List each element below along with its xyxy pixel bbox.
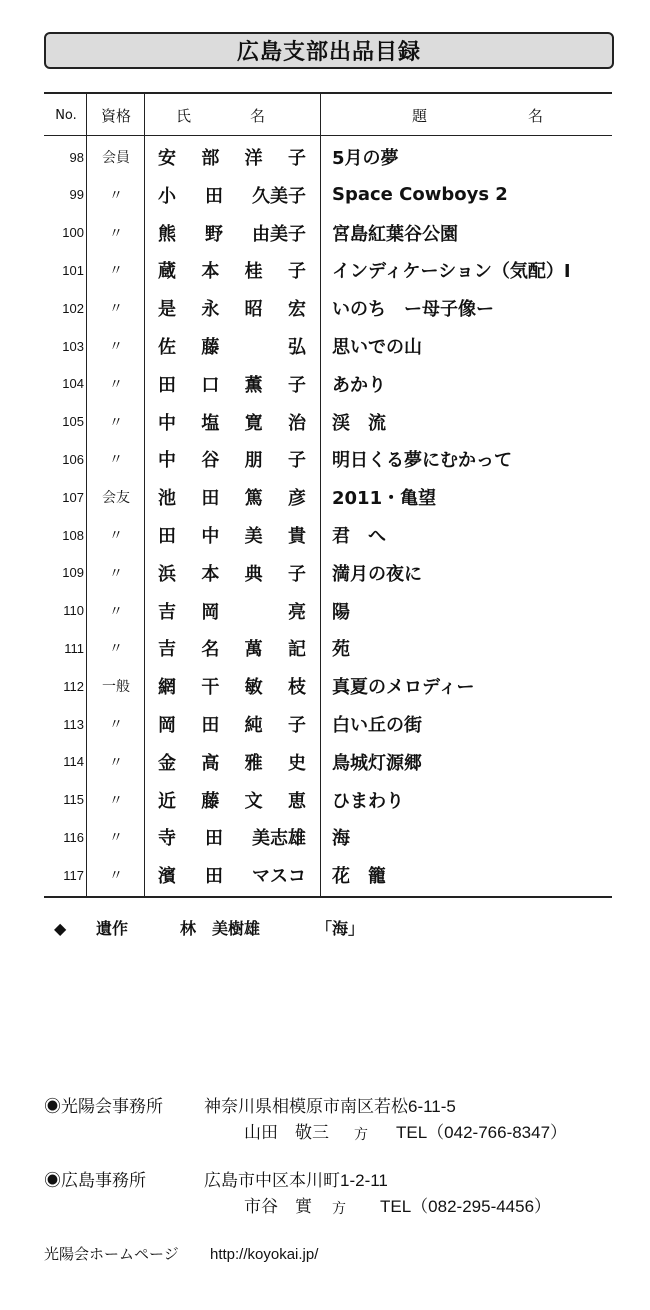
table-header	[44, 94, 612, 136]
artist-name-part: 蔵	[158, 261, 176, 283]
row-rank: 〃	[109, 528, 123, 544]
work-title: 君 へ	[332, 526, 386, 547]
table-row	[44, 440, 612, 478]
artist-name-part: 濱	[158, 866, 176, 888]
catalog-title-box	[44, 32, 614, 69]
work-title: インディケーション（気配）Ⅰ	[332, 261, 571, 283]
table-row	[44, 138, 612, 176]
table-row	[44, 478, 612, 516]
row-rank: 〃	[109, 376, 123, 393]
artist-name-part: 永	[201, 299, 220, 321]
row-number: 110	[63, 603, 84, 619]
row-number: 99	[69, 187, 84, 203]
row-rank: 〃	[109, 868, 123, 885]
row-rank: 〃	[109, 603, 123, 620]
artist-name	[158, 327, 314, 365]
artist-name	[158, 403, 314, 441]
artist-name-part: 本	[201, 563, 220, 585]
row-number: 105	[62, 414, 84, 430]
posthumous-artist: 林 美樹雄	[180, 919, 261, 938]
artist-name-part: 子	[287, 261, 306, 283]
table-row	[44, 781, 612, 819]
artist-name-part: 金	[158, 752, 176, 774]
artist-name-part: 藤	[201, 337, 220, 358]
header-title-second: 名	[528, 106, 544, 125]
row-number: 113	[63, 716, 84, 732]
header-name-second: 名	[250, 106, 266, 125]
office-tel: TEL（042-766-8347）	[396, 1123, 568, 1142]
artist-name	[158, 818, 314, 856]
office-koyokai	[44, 1096, 604, 1146]
table-row	[44, 516, 612, 554]
artist-name-part: 由美子	[252, 223, 306, 245]
work-title: 真夏のメロディー	[332, 677, 475, 699]
row-number: 116	[63, 829, 84, 845]
work-title: 苑	[332, 639, 350, 661]
artist-name	[158, 214, 314, 252]
artist-name-part: 典	[244, 563, 263, 585]
artist-name-part: 寛	[244, 412, 263, 434]
artist-name-part: 治	[287, 412, 306, 434]
row-rank: 〃	[109, 301, 123, 318]
artist-name-part: 彦	[287, 488, 306, 510]
artist-name-part: 久美子	[252, 185, 306, 207]
artist-name	[158, 516, 314, 554]
row-number: 117	[63, 867, 84, 883]
artist-name-part: 藤	[201, 790, 220, 812]
artist-name	[158, 629, 314, 667]
row-rank: 〃	[109, 792, 123, 809]
table-row	[44, 818, 612, 856]
artist-name-part: 中	[158, 450, 176, 472]
office-contact: 山田 敬三	[244, 1123, 329, 1142]
artist-name	[158, 554, 314, 592]
artist-name-part: 史	[287, 752, 306, 774]
artist-name-part: 田	[158, 526, 176, 547]
table-row	[44, 214, 612, 252]
artist-name-part: 是	[158, 299, 176, 321]
artist-name-part: 萬	[244, 639, 263, 661]
table-row	[44, 743, 612, 781]
artist-name-part: 高	[201, 752, 220, 774]
artist-name-part: 浜	[158, 563, 176, 585]
table-row	[44, 365, 612, 403]
row-number: 106	[62, 451, 84, 467]
table-row	[44, 327, 612, 365]
row-rank: 〃	[109, 754, 123, 771]
row-number: 109	[62, 565, 84, 581]
row-rank: 〃	[109, 641, 123, 658]
row-number: 111	[64, 640, 84, 656]
artist-name-part: 文	[244, 790, 263, 812]
artist-name	[158, 440, 314, 478]
row-rank: 会員	[102, 150, 130, 166]
work-title: ひまわり	[332, 790, 404, 812]
table-row	[44, 705, 612, 743]
artist-name	[158, 781, 314, 819]
artist-name-part: 塩	[201, 412, 220, 434]
artist-name	[158, 856, 314, 894]
artist-name-part: 田	[205, 828, 223, 850]
table-row	[44, 289, 612, 327]
office-hiroshima	[44, 1170, 604, 1220]
artist-name-part: 野	[205, 223, 223, 245]
artist-name	[158, 478, 314, 516]
office-address: 神奈川県相模原市南区若松6-11-5	[204, 1097, 456, 1116]
artist-name-part: 近	[158, 790, 176, 812]
posthumous-entry	[50, 916, 450, 942]
artist-name-part: 吉	[158, 601, 176, 623]
work-title: Space Cowboys 2	[332, 184, 508, 206]
artist-name-part: マスコ	[252, 866, 306, 888]
header-no: No.	[55, 107, 77, 123]
row-number: 107	[62, 489, 84, 505]
work-title: 鳥城灯源郷	[332, 752, 422, 774]
artist-name	[158, 251, 314, 289]
table-row	[44, 251, 612, 289]
artist-name-part: 吉	[158, 639, 176, 661]
artist-name-part: 宏	[287, 299, 306, 321]
artist-name-part: 桂	[244, 261, 263, 283]
row-number: 98	[69, 149, 84, 165]
artist-name-part: 子	[287, 374, 306, 396]
catalog-table	[44, 92, 612, 898]
artist-name-part: 枝	[287, 677, 306, 699]
artist-name-part: 岡	[158, 715, 176, 736]
artist-name-part: 網	[158, 677, 176, 699]
artist-name-part: 干	[201, 677, 220, 699]
table-row	[44, 176, 612, 214]
work-title: あかり	[332, 374, 386, 396]
artist-name	[158, 138, 314, 176]
header-name-first: 氏	[176, 106, 192, 125]
row-number: 100	[62, 225, 84, 241]
posthumous-work: 「海」	[316, 919, 365, 938]
artist-name-part: 美	[244, 526, 263, 547]
artist-name-part: 弘	[287, 337, 306, 358]
table-row	[44, 856, 612, 894]
row-rank: 会友	[102, 490, 130, 507]
artist-name-part: 昭	[244, 299, 263, 321]
artist-name-part: 敏	[244, 677, 263, 699]
table-row	[44, 629, 612, 667]
artist-name-part: 純	[244, 715, 263, 736]
row-number: 114	[63, 754, 84, 770]
row-number: 103	[62, 338, 84, 354]
work-title: 5月の夢	[332, 148, 399, 169]
artist-name-part: 恵	[287, 790, 306, 812]
work-title: いのち ー母子像ー	[332, 299, 494, 321]
row-rank: 〃	[109, 717, 123, 733]
artist-name-part: 寺	[158, 828, 176, 850]
artist-name-part: 名	[201, 639, 220, 661]
row-rank: 〃	[109, 565, 123, 582]
artist-name-part: 朋	[244, 450, 263, 472]
artist-name-part: 安	[158, 148, 176, 169]
work-title: 満月の夜に	[332, 563, 422, 585]
work-title: 2011・亀望	[332, 488, 437, 510]
office-tel: TEL（082-295-4456）	[380, 1197, 552, 1216]
artist-name-part: 佐	[158, 337, 176, 358]
artist-name-part: 小	[158, 185, 176, 207]
homepage-label: 光陽会ホームページ	[44, 1246, 179, 1263]
artist-name-part: 田	[201, 715, 220, 736]
artist-name-part: 田	[205, 866, 223, 888]
artist-name	[158, 705, 314, 743]
row-rank: 〃	[109, 263, 123, 280]
office-name: ◉光陽会事務所	[44, 1097, 163, 1116]
work-title: 明日くる夢にむかって	[332, 450, 512, 472]
artist-name-part: 篤	[244, 488, 263, 510]
header-rank: 資格	[100, 106, 131, 125]
row-rank: 〃	[109, 830, 123, 847]
artist-name-part: 口	[201, 374, 220, 396]
artist-name-part: 本	[201, 261, 220, 283]
row-number: 108	[62, 527, 84, 543]
office-contact-suffix: 方	[354, 1126, 368, 1142]
work-title: 白い丘の街	[332, 715, 422, 736]
work-title: 宮島紅葉谷公園	[332, 223, 458, 245]
artist-name-part: 岡	[201, 601, 220, 623]
row-rank: 〃	[109, 187, 123, 204]
posthumous-label: 遺作	[96, 919, 129, 938]
artist-name	[158, 667, 314, 705]
row-number: 104	[62, 376, 84, 392]
catalog-title: 広島支部出品目録	[236, 40, 421, 65]
homepage-line	[44, 1244, 604, 1266]
row-rank: 〃	[109, 339, 123, 355]
artist-name-part: 子	[287, 563, 306, 585]
office-address: 広島市中区本川町1-2-11	[204, 1171, 388, 1190]
artist-name-part: 田	[158, 374, 176, 396]
work-title: 花 籠	[332, 866, 386, 888]
diamond-bullet-icon: ◆	[54, 919, 67, 938]
row-rank: 〃	[109, 452, 123, 469]
row-number: 102	[62, 300, 84, 316]
artist-name	[158, 743, 314, 781]
artist-name-part: 雅	[244, 752, 263, 774]
artist-name-part: 記	[287, 639, 306, 661]
work-title: 海	[332, 828, 350, 850]
artist-name	[158, 592, 314, 630]
artist-name-part: 中	[201, 526, 220, 547]
work-title: 思いでの山	[332, 337, 422, 358]
artist-name-part: 熊	[158, 223, 176, 245]
artist-name	[158, 289, 314, 327]
artist-name-part: 子	[287, 450, 306, 472]
row-number: 101	[62, 262, 84, 278]
office-contact: 市谷 實	[244, 1197, 312, 1216]
work-title: 渓 流	[332, 412, 386, 434]
artist-name-part: 亮	[287, 601, 306, 623]
row-rank: 一般	[102, 679, 130, 696]
table-row	[44, 667, 612, 705]
office-name: ◉広島事務所	[44, 1171, 146, 1190]
homepage-link[interactable]: http://koyokai.jp/	[210, 1246, 319, 1263]
artist-name-part: 子	[287, 148, 306, 169]
artist-name-part: 田	[205, 185, 223, 207]
office-contact-suffix: 方	[332, 1200, 346, 1216]
header-title-first: 題	[412, 106, 428, 125]
work-title: 陽	[332, 601, 350, 623]
row-number: 115	[63, 792, 84, 808]
row-rank: 〃	[109, 414, 123, 431]
artist-name-part: 部	[201, 148, 220, 169]
artist-name	[158, 365, 314, 403]
artist-name-part: 池	[158, 488, 176, 510]
artist-name-part: 谷	[201, 450, 220, 472]
artist-name	[158, 176, 314, 214]
table-row	[44, 403, 612, 441]
artist-name-part: 薫	[244, 374, 263, 396]
table-row	[44, 554, 612, 592]
row-rank: 〃	[109, 225, 123, 242]
artist-name-part: 田	[201, 488, 220, 510]
table-row	[44, 592, 612, 630]
artist-name-part: 洋	[244, 148, 263, 169]
artist-name-part: 貴	[287, 526, 306, 547]
row-number: 112	[63, 678, 84, 694]
artist-name-part: 美志雄	[252, 828, 306, 850]
artist-name-part: 子	[287, 715, 306, 736]
artist-name-part: 中	[158, 412, 176, 434]
